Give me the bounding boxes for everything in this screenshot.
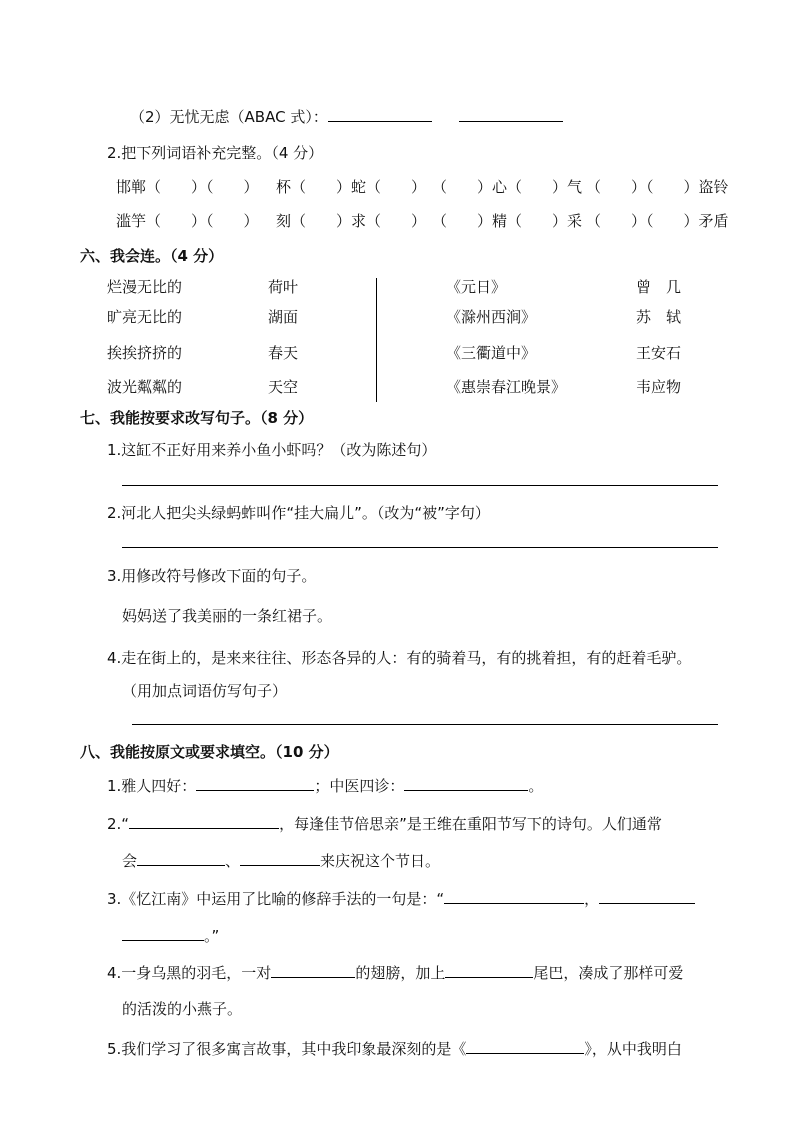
column-divider <box>376 278 377 402</box>
answer-blank[interactable] <box>404 776 528 791</box>
q8-fill-2-text-2: 会 <box>122 852 138 870</box>
q8-fill-5-label: 5.我们学习了很多寓言故事，其中我印象最深刻的是《 <box>107 1040 467 1058</box>
q8-fill-4-label: 4.一身乌黑的羽毛，一对 <box>107 964 272 982</box>
answer-blank[interactable] <box>444 889 584 904</box>
q8-fill-4-text-2: 尾巴，凑成了那样可爱 <box>533 964 684 982</box>
answer-blank[interactable] <box>196 776 314 791</box>
q8-fill-3 <box>107 888 695 909</box>
match-left-item[interactable]: 挨挨挤挤的 <box>107 344 183 362</box>
q7-sentence-2: 2.河北人把尖头绿蚂蚱叫作“挂大扁儿”。（改为“被”字句） <box>107 504 490 522</box>
section-7-title: 七、我能按要求改写句子。（8 分） <box>80 409 314 427</box>
answer-blank[interactable] <box>129 814 279 829</box>
q8-fill-2-text-3: 来庆祝这个节日。 <box>320 852 441 870</box>
answer-line[interactable] <box>132 724 718 725</box>
q7-sentence-3-text[interactable]: 妈妈送了我美丽的一条红裙子。 <box>122 607 333 625</box>
q7-sentence-1: 1.这缸不正好用来养小鱼小虾吗？（改为陈述句） <box>107 441 437 459</box>
answer-blank[interactable] <box>445 963 533 978</box>
q7-sentence-4: 4.走在街上的，是来来往往、形态各异的人：有的骑着马，有的挑着担，有的赶着毛驴。 <box>107 649 692 667</box>
answer-blank[interactable] <box>271 963 355 978</box>
answer-blank[interactable] <box>137 851 225 866</box>
match-poet-item[interactable]: 王安石 <box>636 344 682 362</box>
match-left-item[interactable]: 波光粼粼的 <box>107 378 183 396</box>
q8-fill-1-label-2: ；中医四诊： <box>314 777 405 795</box>
answer-line[interactable] <box>122 547 718 548</box>
q5-item2 <box>130 106 563 127</box>
idiom-cell[interactable]: 邯郸（ ）（ ） <box>116 178 259 196</box>
idiom-cell[interactable]: （ ）（ ）盗铃 <box>586 178 729 196</box>
match-poem-item[interactable]: 《三衢道中》 <box>446 344 537 362</box>
idiom-cell[interactable]: 滥竽（ ）（ ） <box>116 212 259 230</box>
match-poet-item[interactable]: 韦应物 <box>636 378 682 396</box>
idiom-cell[interactable]: 杯（ ）蛇（ ） <box>276 178 427 196</box>
answer-blank[interactable] <box>328 107 432 122</box>
q7-sentence-3: 3.用修改符号修改下面的句子。 <box>107 567 317 585</box>
match-right-item[interactable]: 荷叶 <box>268 278 299 296</box>
q8-fill-3-sep: ， <box>584 890 600 908</box>
q8-fill-2-text: ，每逢佳节倍思亲”是王维在重阳节写下的诗句。人们通常 <box>279 815 662 833</box>
q8-fill-4-text: 的翅膀，加上 <box>355 964 446 982</box>
answer-line[interactable] <box>122 485 718 486</box>
q8-fill-3-cont <box>122 925 219 946</box>
answer-blank[interactable] <box>122 926 204 941</box>
q7-sentence-4-note: （用加点词语仿写句子） <box>122 682 288 700</box>
q8-fill-1 <box>107 775 543 796</box>
q8-fill-3-end: 。” <box>204 927 220 945</box>
q8-fill-2-sep: 、 <box>225 852 241 870</box>
q8-fill-4 <box>107 962 683 983</box>
q8-fill-4-cont: 的活泼的小燕子。 <box>122 1000 243 1018</box>
match-poet-item[interactable]: 苏 轼 <box>636 308 682 326</box>
match-poet-item[interactable]: 曾 几 <box>636 278 682 296</box>
q8-fill-2-label: 2.“ <box>107 815 130 833</box>
q8-fill-1-label: 1.雅人四好： <box>107 777 197 795</box>
idiom-cell[interactable]: 刻（ ）求（ ） <box>276 212 427 230</box>
match-right-item[interactable]: 春天 <box>268 344 299 362</box>
q5-question2-title: 2.把下列词语补充完整。（4 分） <box>107 144 324 162</box>
match-left-item[interactable]: 旷亮无比的 <box>107 308 183 326</box>
match-poem-item[interactable]: 《元日》 <box>446 278 507 296</box>
match-poem-item[interactable]: 《滁州西涧》 <box>446 308 537 326</box>
answer-blank[interactable] <box>466 1039 584 1054</box>
q5-item2-label: （2）无忧无虑（ABAC 式）： <box>130 108 328 126</box>
idiom-cell[interactable]: （ ）（ ）矛盾 <box>586 212 729 230</box>
q8-fill-5-text: 》，从中我明白 <box>584 1040 682 1058</box>
match-poem-item[interactable]: 《惠崇春江晚景》 <box>446 378 567 396</box>
answer-blank[interactable] <box>599 889 695 904</box>
match-left-item[interactable]: 烂漫无比的 <box>107 278 183 296</box>
answer-blank[interactable] <box>459 107 563 122</box>
q8-fill-2 <box>107 813 662 834</box>
section-6-title: 六、我会连。（4 分） <box>80 247 224 265</box>
match-right-item[interactable]: 湖面 <box>268 308 299 326</box>
answer-blank[interactable] <box>240 851 320 866</box>
q8-fill-5 <box>107 1038 682 1059</box>
q8-fill-3-label: 3.《忆江南》中运用了比喻的修辞手法的一句是：“ <box>107 890 445 908</box>
q8-fill-2-cont <box>122 850 440 871</box>
q8-fill-1-end: 。 <box>528 777 544 795</box>
section-8-title: 八、我能按原文或要求填空。（10 分） <box>80 743 339 761</box>
match-right-item[interactable]: 天空 <box>268 378 299 396</box>
idiom-cell[interactable]: （ ）精（ ）采 <box>432 212 583 230</box>
idiom-cell[interactable]: （ ）心（ ）气 <box>432 178 583 196</box>
